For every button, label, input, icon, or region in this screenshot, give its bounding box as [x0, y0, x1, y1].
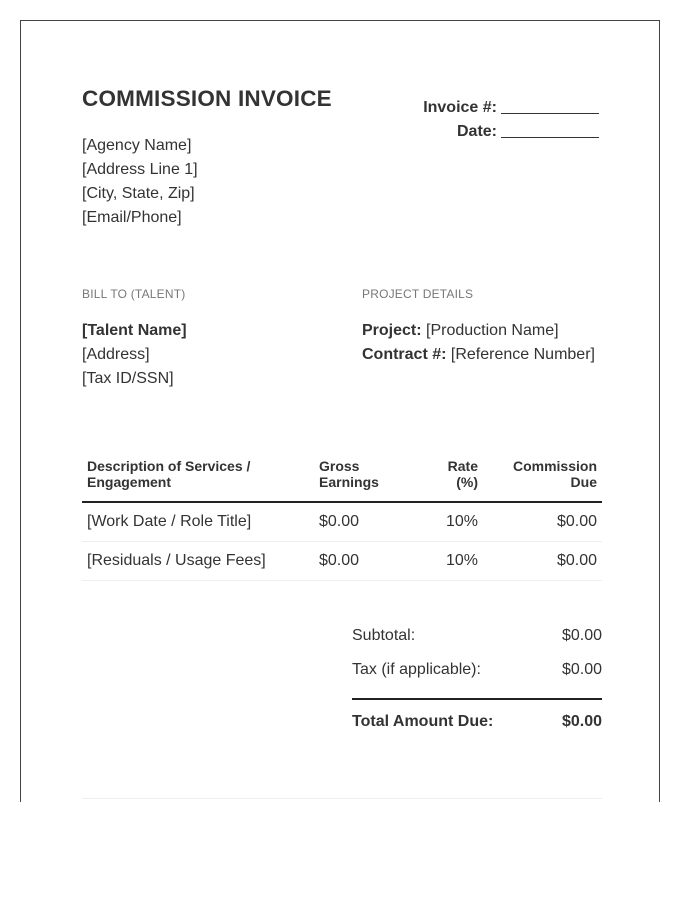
header-rate [448, 458, 478, 490]
header-gross [319, 458, 379, 490]
header-gross-line-2: Earnings [319, 474, 379, 490]
header-description-line-2: Engagement [87, 474, 172, 490]
totals-block [352, 625, 602, 740]
tax-row [352, 659, 602, 693]
subtotal-value: $0.00 [561, 627, 602, 644]
agency-city-state-zip: [City, State, Zip] [82, 185, 195, 202]
talent-name: [Talent Name] [82, 322, 187, 339]
row-gross: $0.00 [319, 552, 360, 569]
table-row [82, 542, 602, 581]
header-commission-line-1: Commission [512, 458, 597, 474]
row-description: [Residuals / Usage Fees] [87, 552, 266, 569]
invoice-date-label: Date: [456, 123, 497, 140]
total-due-value: $0.00 [561, 713, 602, 730]
invoice-number-label: Invoice #: [423, 99, 497, 116]
talent-address: [Address] [82, 346, 150, 363]
agency-details [82, 134, 198, 230]
header-gross-line-1: Gross [319, 458, 360, 474]
row-rate: 10% [445, 552, 478, 569]
footer-divider [82, 798, 602, 799]
total-due-label: Total Amount Due: [352, 713, 494, 730]
invoice-number-field [423, 99, 599, 117]
agency-contact: [Email/Phone] [82, 209, 182, 226]
total-due-row [352, 700, 602, 740]
row-rate: 10% [445, 513, 478, 530]
header-description-line-1: Description of Services / [87, 458, 251, 474]
invoice-title: COMMISSION INVOICE [82, 86, 332, 111]
header-rate-line-2: (%) [456, 474, 478, 490]
tax-value: $0.00 [561, 661, 602, 678]
contract-value: [Reference Number] [450, 346, 595, 363]
contract-label: Contract #: [362, 346, 447, 363]
invoice-date-blank [501, 137, 599, 138]
table-row [82, 503, 602, 542]
row-commission: $0.00 [556, 552, 597, 569]
header-commission [513, 458, 597, 490]
row-description: [Work Date / Role Title] [87, 513, 252, 530]
bill-to-label: BILL TO (TALENT) [82, 287, 186, 301]
contract-line [362, 343, 595, 367]
agency-name: [Agency Name] [82, 137, 192, 154]
invoice-page [20, 20, 660, 802]
invoice-date-field [457, 123, 599, 141]
project-label: Project: [362, 322, 422, 339]
header-commission-line-2: Due [570, 474, 597, 490]
agency-address: [Address Line 1] [82, 161, 198, 178]
row-gross: $0.00 [319, 513, 360, 530]
project-details [362, 319, 595, 367]
line-items-table [82, 457, 602, 581]
header-rate-line-1: Rate [447, 458, 478, 474]
header-description [87, 458, 250, 490]
talent-tax-id: [Tax ID/SSN] [82, 370, 174, 387]
bill-to-details [82, 319, 187, 391]
project-line [362, 319, 595, 343]
subtotal-row [352, 625, 602, 659]
subtotal-label: Subtotal: [352, 627, 416, 644]
row-commission: $0.00 [556, 513, 597, 530]
table-header [82, 457, 602, 503]
tax-label: Tax (if applicable): [352, 661, 481, 678]
invoice-number-blank [501, 113, 599, 114]
project-details-label: PROJECT DETAILS [362, 287, 474, 301]
project-value: [Production Name] [426, 322, 559, 339]
